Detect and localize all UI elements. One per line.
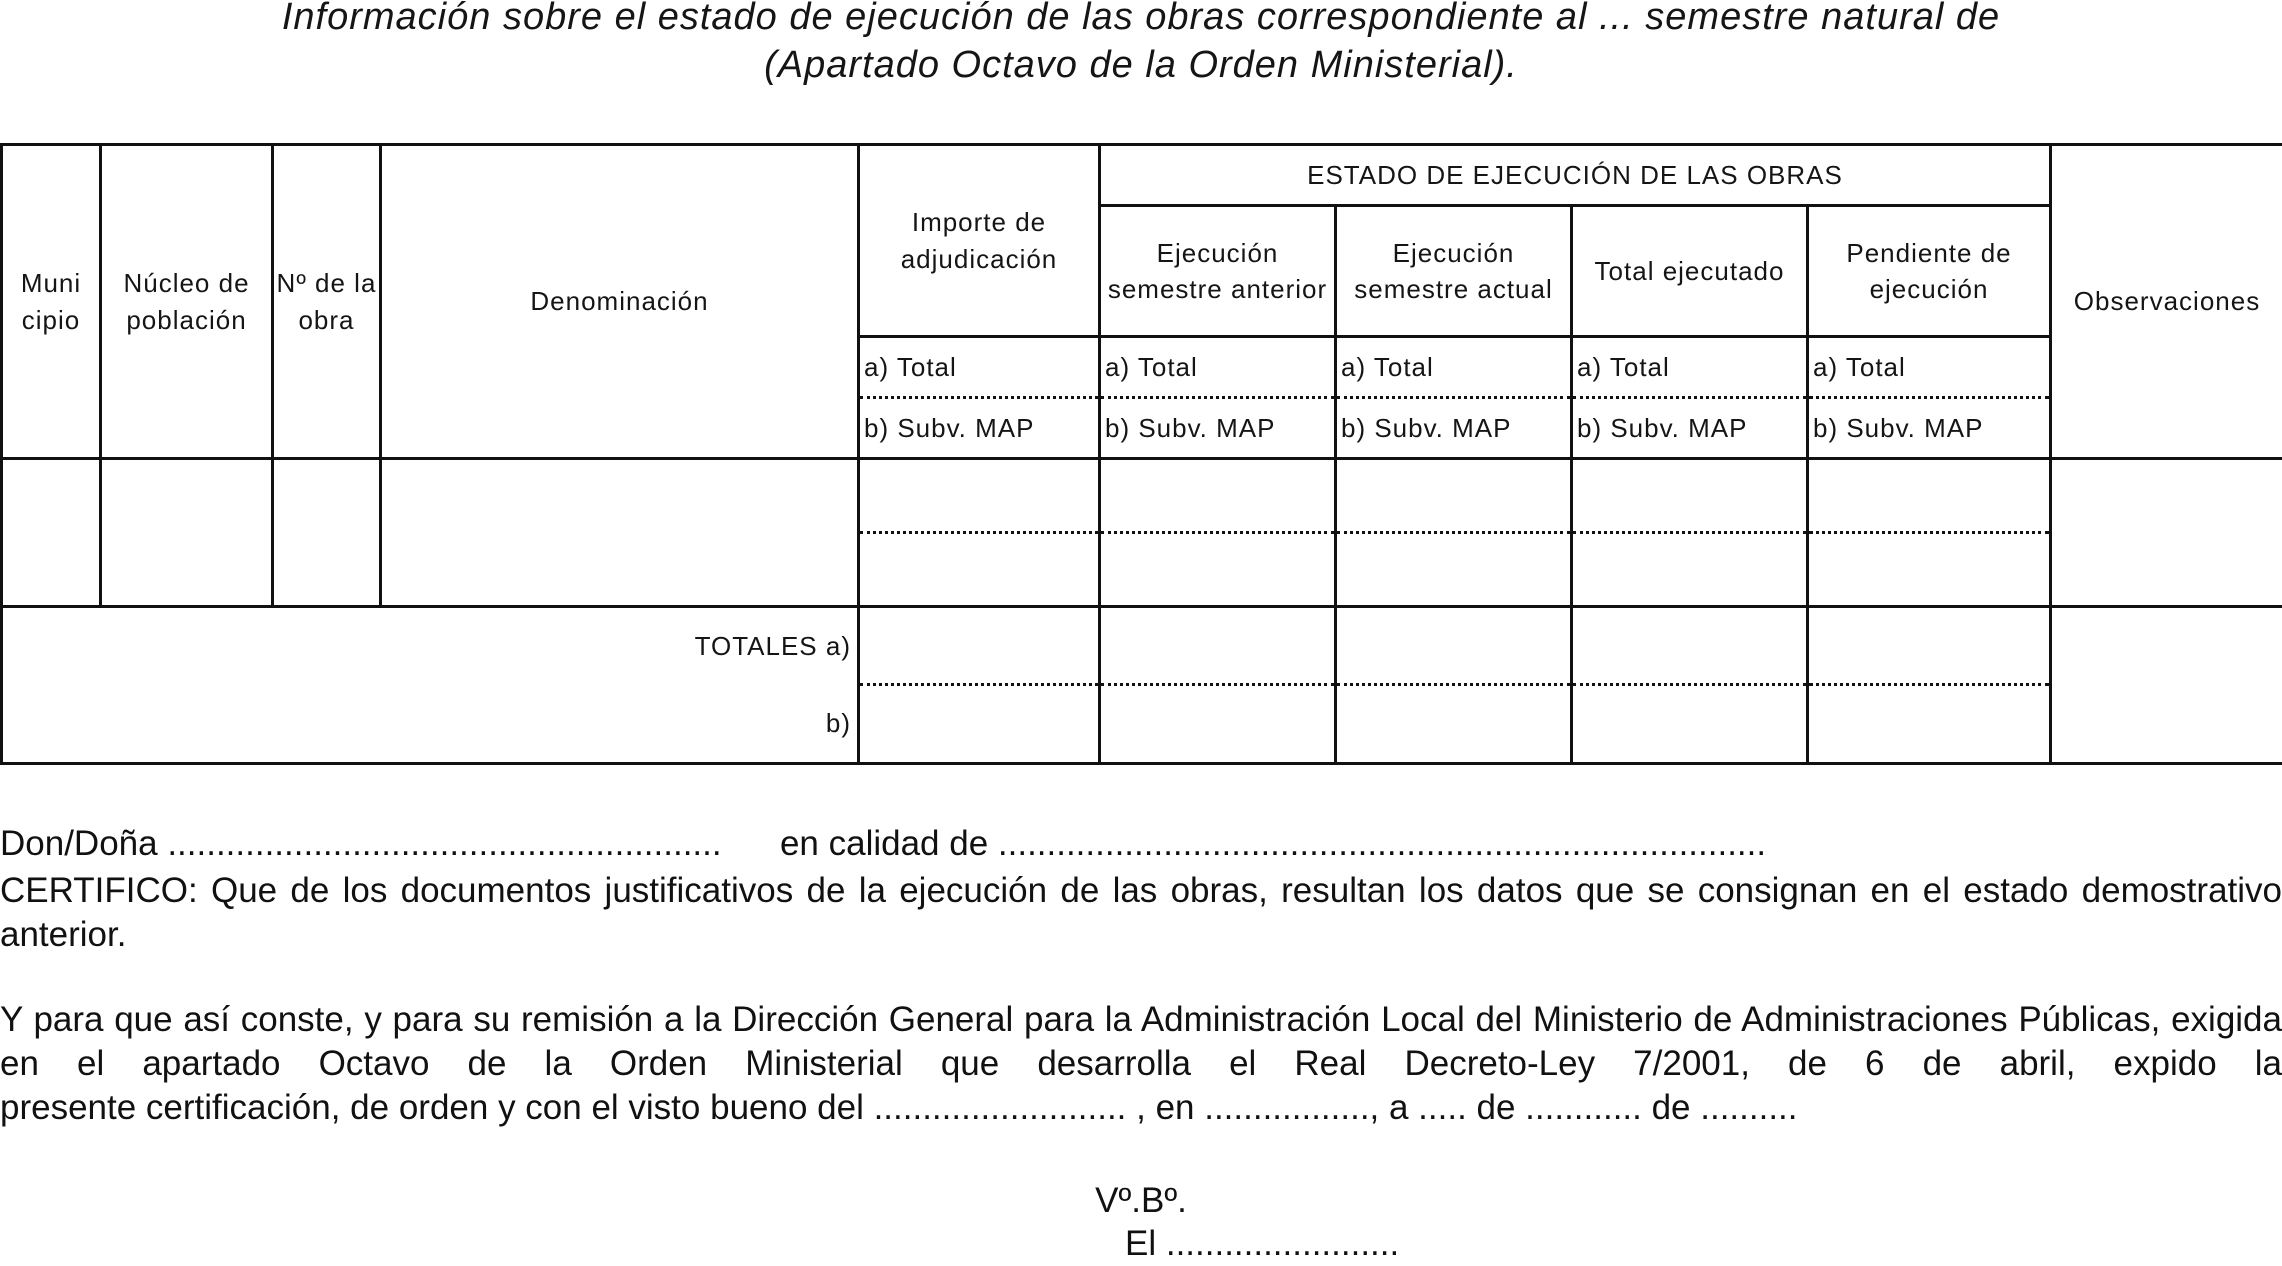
- sub-subv-actual: b) Subv. MAP: [1336, 398, 1572, 459]
- document-title-line-1: Información sobre el estado de ejecución de las obras correspondiente al ... semestre natural de: [0, 0, 2282, 39]
- cell-actual-b[interactable]: [1336, 533, 1572, 607]
- cell-importe-b[interactable]: [859, 533, 1100, 607]
- cell-nucleo-poblacion[interactable]: [101, 459, 273, 607]
- total-importe-a[interactable]: [859, 607, 1100, 685]
- total-importe-b[interactable]: [859, 685, 1100, 764]
- document-title-line-2: (Apartado Octavo de la Orden Ministerial).: [0, 44, 2282, 87]
- totales-b-label: b): [2, 685, 859, 764]
- certifico-paragraph: CERTIFICO: Que de los documentos justificativos de la ejecución de las obras, resultan los datos que se consignan en el estado demostrativo anterior.: [0, 869, 2282, 957]
- header-estado-ejecucion: ESTADO DE EJECUCIÓN DE LAS OBRAS: [1100, 145, 2051, 206]
- sub-total-ejecutado: a) Total: [1572, 337, 1808, 398]
- header-municipio: Muni cipio: [2, 145, 101, 459]
- cell-anterior-b[interactable]: [1100, 533, 1336, 607]
- header-numero-obra: Nº de la obra: [273, 145, 381, 459]
- sub-subv-anterior: b) Subv. MAP: [1100, 398, 1336, 459]
- total-anterior-a[interactable]: [1100, 607, 1336, 685]
- cell-anterior-a[interactable]: [1100, 459, 1336, 533]
- total-pendiente-b[interactable]: [1808, 685, 2051, 764]
- works-status-table: [0, 143, 2282, 765]
- total-observaciones[interactable]: [2051, 607, 2282, 764]
- header-pendiente-ejecucion: Pendiente de ejecución: [1808, 206, 2051, 337]
- signature-line: El ........................: [1125, 1222, 1525, 1266]
- cell-pendiente-a[interactable]: [1808, 459, 2051, 533]
- sub-total-importe: a) Total: [859, 337, 1100, 398]
- cell-municipio[interactable]: [2, 459, 101, 607]
- sub-total-pendiente: a) Total: [1808, 337, 2051, 398]
- cell-pendiente-b[interactable]: [1808, 533, 2051, 607]
- cell-actual-a[interactable]: [1336, 459, 1572, 533]
- total-anterior-b[interactable]: [1100, 685, 1336, 764]
- don-dona-line: Don/Doña ......................................................... en calidad de ...............................................................................: [0, 822, 2282, 866]
- remision-last-line: presente certificación, de orden y con el visto bueno del .......................... , en ................., a ..... de ............ de ..........: [0, 1086, 2282, 1130]
- header-ejecucion-semestre-anterior: Ejecución semestre anterior: [1100, 206, 1336, 337]
- total-ejecutado-b[interactable]: [1572, 685, 1808, 764]
- header-ejecucion-semestre-actual: Ejecución semestre actual: [1336, 206, 1572, 337]
- cell-ejecutado-a[interactable]: [1572, 459, 1808, 533]
- header-total-ejecutado: Total ejecutado: [1572, 206, 1808, 337]
- cell-numero-obra[interactable]: [273, 459, 381, 607]
- visto-bueno: Vº.Bº.: [0, 1179, 2282, 1223]
- total-ejecutado-a[interactable]: [1572, 607, 1808, 685]
- header-nucleo-poblacion: Núcleo de población: [101, 145, 273, 459]
- header-importe-adjudicacion: Importe de adjudicación: [859, 145, 1100, 337]
- sub-subv-ejecutado: b) Subv. MAP: [1572, 398, 1808, 459]
- cell-observaciones[interactable]: [2051, 459, 2282, 607]
- sub-subv-importe: b) Subv. MAP: [859, 398, 1100, 459]
- cell-importe-a[interactable]: [859, 459, 1100, 533]
- sub-total-anterior: a) Total: [1100, 337, 1336, 398]
- total-actual-a[interactable]: [1336, 607, 1572, 685]
- header-denominacion: Denominación: [381, 145, 859, 459]
- total-actual-b[interactable]: [1336, 685, 1572, 764]
- remision-paragraph: Y para que así conste, y para su remisión a la Dirección General para la Administración Local del Ministerio de Administraciones Públicas, exigida en el apartado Octavo de la Orden Ministerial que desarrolla el Real Decreto-Ley 7/2001, de 6 de abril, expido la: [0, 998, 2282, 1086]
- total-pendiente-a[interactable]: [1808, 607, 2051, 685]
- cell-denominacion[interactable]: [381, 459, 859, 607]
- cell-ejecutado-b[interactable]: [1572, 533, 1808, 607]
- sub-subv-pendiente: b) Subv. MAP: [1808, 398, 2051, 459]
- header-observaciones: Observaciones: [2051, 145, 2282, 459]
- totales-a-label: TOTALES a): [2, 607, 859, 685]
- sub-total-actual: a) Total: [1336, 337, 1572, 398]
